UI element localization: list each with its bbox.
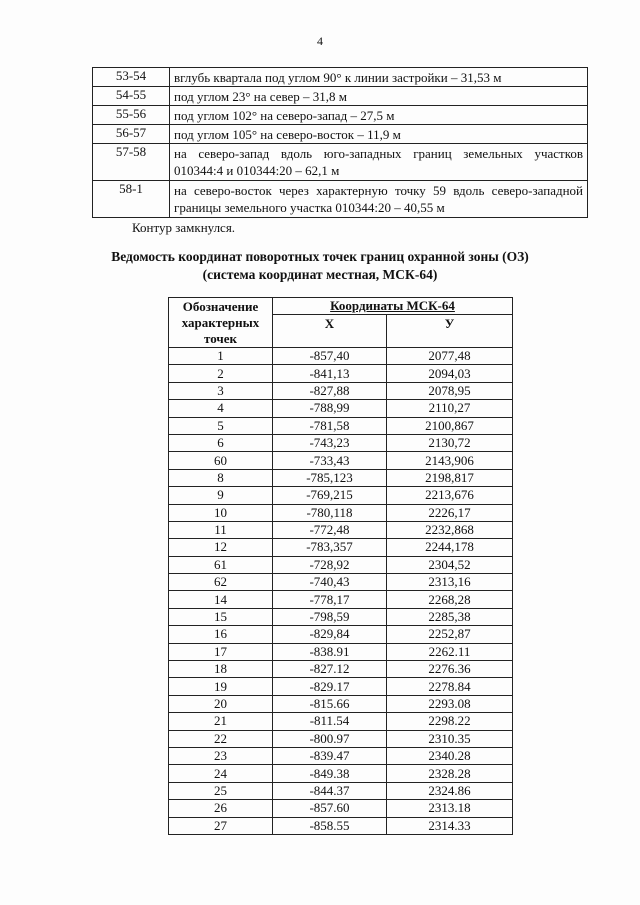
coordinate-point: 27 [169,817,273,834]
coordinate-x: -785,123 [273,469,387,486]
coordinate-x: -849.38 [273,765,387,782]
coordinate-y: 2310.35 [387,730,513,747]
coordinate-y: 2328.28 [387,765,513,782]
coordinate-y: 2252,87 [387,626,513,643]
coordinate-x: -839.47 [273,747,387,764]
coordinate-row [169,400,513,417]
coordinate-y: 2340.28 [387,747,513,764]
header-points: Обозначение характерных точек [169,298,273,348]
coordinate-row [169,556,513,573]
coordinate-row [169,521,513,538]
coordinate-y: 2313.18 [387,800,513,817]
segment-label: 54-55 [93,87,170,106]
coordinate-row [169,643,513,660]
header-x: X [273,315,387,348]
boundary-row [93,87,588,106]
segment-description: под углом 102° на северо-запад – 27,5 м [170,106,588,125]
section-title-line-1: Ведомость координат поворотных точек границ охранной зоны (ОЗ) [111,249,529,264]
coordinate-row [169,539,513,556]
boundary-description-table [92,67,588,218]
coordinate-y: 2110,27 [387,400,513,417]
coordinates-table [168,297,513,835]
segment-label: 58-1 [93,181,170,218]
coordinate-y: 2276.36 [387,661,513,678]
coordinate-row [169,800,513,817]
coordinate-x: -841,13 [273,365,387,382]
coordinate-point: 11 [169,521,273,538]
coordinate-point: 15 [169,608,273,625]
coordinate-y: 2232,868 [387,521,513,538]
coordinate-x: -838.91 [273,643,387,660]
coordinate-row [169,661,513,678]
coordinate-y: 2213,676 [387,487,513,504]
coordinate-x: -815.66 [273,695,387,712]
boundary-row [93,125,588,144]
coordinate-point: 9 [169,487,273,504]
coordinate-point: 16 [169,626,273,643]
coordinate-y: 2324.86 [387,782,513,799]
coordinate-point: 21 [169,713,273,730]
segment-description: вглубь квартала под углом 90° к линии застройки – 31,53 м [170,68,588,87]
coordinate-row [169,695,513,712]
coordinate-y: 2262.11 [387,643,513,660]
boundary-row [93,106,588,125]
coordinate-point: 14 [169,591,273,608]
coordinate-x: -772,48 [273,521,387,538]
coordinate-point: 19 [169,678,273,695]
coordinate-y: 2100,867 [387,417,513,434]
boundary-row [93,181,588,218]
coordinate-point: 8 [169,469,273,486]
segment-description: под углом 23° на север – 31,8 м [170,87,588,106]
coordinate-point: 10 [169,504,273,521]
coordinate-x: -800.97 [273,730,387,747]
coordinate-row [169,765,513,782]
coordinate-y: 2244,178 [387,539,513,556]
page-number: 4 [317,34,323,48]
coordinate-row [169,434,513,451]
coordinate-row [169,730,513,747]
coordinate-x: -783,357 [273,539,387,556]
coordinate-point: 61 [169,556,273,573]
header-y: У [387,315,513,348]
coordinate-point: 2 [169,365,273,382]
coordinate-row [169,574,513,591]
coordinate-x: -728,92 [273,556,387,573]
coordinate-point: 5 [169,417,273,434]
coordinate-y: 2278.84 [387,678,513,695]
contour-closed-text: Контур замкнулся. [132,220,236,235]
coordinate-row [169,504,513,521]
coordinate-row [169,817,513,834]
coordinate-x: -827,88 [273,382,387,399]
coordinate-y: 2298.22 [387,713,513,730]
coordinate-x: -740,43 [273,574,387,591]
section-title-line-2: (система координат местная, МСК-64) [202,267,438,282]
coordinate-point: 20 [169,695,273,712]
coordinate-row [169,487,513,504]
coordinate-x: -788,99 [273,400,387,417]
coordinate-x: -743,23 [273,434,387,451]
coordinate-y: 2226,17 [387,504,513,521]
coordinate-row [169,608,513,625]
header-coordinates: Координаты МСК-64 [273,298,513,315]
coordinate-y: 2313,16 [387,574,513,591]
coordinate-row [169,713,513,730]
coordinate-row [169,469,513,486]
coordinate-row [169,365,513,382]
coordinate-x: -857,40 [273,348,387,365]
coordinate-point: 24 [169,765,273,782]
segment-label: 53-54 [93,68,170,87]
coordinate-row [169,348,513,365]
coordinate-x: -811.54 [273,713,387,730]
coordinate-row [169,747,513,764]
coordinate-x: -829.17 [273,678,387,695]
coordinate-y: 2285,38 [387,608,513,625]
coordinate-point: 62 [169,574,273,591]
coordinate-row [169,626,513,643]
coordinate-y: 2293.08 [387,695,513,712]
coordinate-row [169,678,513,695]
coordinate-x: -780,118 [273,504,387,521]
coordinate-x: -733,43 [273,452,387,469]
coordinate-point: 12 [169,539,273,556]
coordinate-row [169,452,513,469]
segment-label: 55-56 [93,106,170,125]
coordinate-point: 22 [169,730,273,747]
coordinate-x: -769,215 [273,487,387,504]
coordinate-y: 2078,95 [387,382,513,399]
coordinate-point: 6 [169,434,273,451]
coordinate-point: 18 [169,661,273,678]
boundary-row [93,144,588,181]
coordinate-point: 4 [169,400,273,417]
coordinate-y: 2304,52 [387,556,513,573]
coordinate-x: -858.55 [273,817,387,834]
coordinate-x: -798,59 [273,608,387,625]
coordinate-y: 2268,28 [387,591,513,608]
coordinate-x: -781,58 [273,417,387,434]
coordinate-point: 26 [169,800,273,817]
coordinate-y: 2094,03 [387,365,513,382]
segment-description: на северо-запад вдоль юго-западных границ земельных участков 010344:4 и 010344:20 – 62,1 м [170,144,588,181]
coordinate-row [169,417,513,434]
boundary-row [93,68,588,87]
segment-label: 57-58 [93,144,170,181]
segment-description: на северо-восток через характерную точку 59 вдоль северо-западной границы земельного участка 010344:20 – 40,55 м [170,181,588,218]
coordinate-row [169,782,513,799]
coordinate-point: 23 [169,747,273,764]
segment-description: под углом 105° на северо-восток – 11,9 м [170,125,588,144]
coordinate-point: 60 [169,452,273,469]
coordinate-y: 2143,906 [387,452,513,469]
coordinate-y: 2077,48 [387,348,513,365]
coordinate-point: 25 [169,782,273,799]
coordinate-x: -829,84 [273,626,387,643]
coordinate-point: 1 [169,348,273,365]
coordinate-y: 2130,72 [387,434,513,451]
coordinate-point: 17 [169,643,273,660]
coordinate-x: -778,17 [273,591,387,608]
coordinate-row [169,591,513,608]
coordinate-y: 2198,817 [387,469,513,486]
segment-label: 56-57 [93,125,170,144]
coordinate-x: -827.12 [273,661,387,678]
coordinate-row [169,382,513,399]
coordinate-x: -857.60 [273,800,387,817]
section-title [0,248,640,284]
coordinate-x: -844.37 [273,782,387,799]
coordinate-point: 3 [169,382,273,399]
coordinate-y: 2314.33 [387,817,513,834]
